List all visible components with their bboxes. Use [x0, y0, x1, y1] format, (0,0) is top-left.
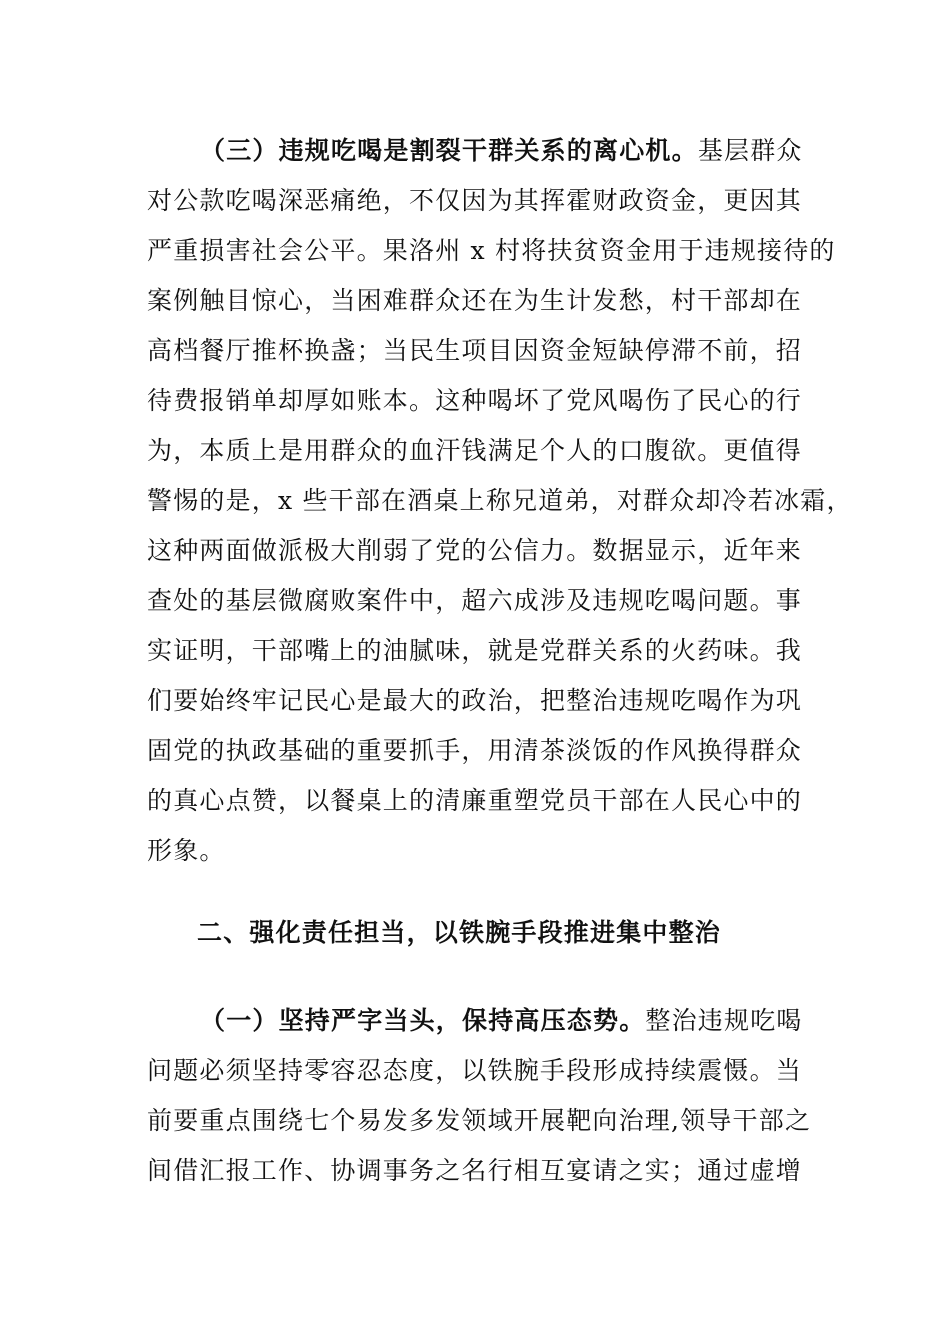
- paragraph-line: 间借汇报工作、协调事务之名行相互宴请之实；通过虚增: [147, 1156, 803, 1185]
- paragraph-line: 警惕的是，x 些干部在酒桌上称兄道弟，对群众却冷若冰霜，: [147, 486, 853, 515]
- section-heading: 二、强化责任担当，以铁腕手段推进集中整治: [197, 918, 722, 947]
- paragraph-line: 实证明，干部嘴上的油腻味，就是党群关系的火药味。我: [147, 636, 803, 665]
- paragraph-line: 为，本质上是用群众的血汗钱满足个人的口腹欲。更值得: [147, 436, 803, 465]
- paragraph-line: 的真心点赞，以餐桌上的清廉重塑党员干部在人民心中的: [147, 786, 803, 815]
- paragraph-line: 对公款吃喝深恶痛绝，不仅因为其挥霍财政资金，更因其: [147, 186, 803, 215]
- paragraph-line: [200, 1006, 803, 1036]
- paragraph-text: 基层群众: [697, 136, 803, 165]
- paragraph-line: 高档餐厅推杯换盏；当民生项目因资金短缺停滞不前，招: [147, 336, 803, 365]
- paragraph-line: 待费报销单却厚如账本。这种喝坏了党风喝伤了民心的行: [147, 386, 803, 415]
- paragraph-line: [200, 136, 803, 166]
- paragraph-lead: （三）违规吃喝是割裂干群关系的离心机。: [200, 136, 698, 165]
- paragraph-line: 形象。: [147, 836, 226, 865]
- paragraph-line: 查处的基层微腐败案件中，超六成涉及违规吃喝问题。事: [147, 586, 803, 615]
- paragraph-line: 问题必须坚持零容忍态度，以铁腕手段形成持续震慑。当: [147, 1056, 803, 1085]
- paragraph-line: 这种两面做派极大削弱了党的公信力。数据显示，近年来: [147, 536, 803, 565]
- paragraph-line: 严重损害社会公平。果洛州 x 村将扶贫资金用于违规接待的: [147, 236, 836, 265]
- paragraph-line: 前要重点围绕七个易发多发领域开展靶向治理,领导干部之: [147, 1106, 812, 1135]
- paragraph-lead: （一）坚持严字当头，保持高压态势。: [200, 1006, 646, 1035]
- paragraph-text: 整治违规吃喝: [645, 1006, 803, 1035]
- paragraph-line: 固党的执政基础的重要抓手，用清茶淡饭的作风换得群众: [147, 736, 803, 765]
- paragraph-line: 们要始终牢记民心是最大的政治，把整治违规吃喝作为巩: [147, 686, 803, 715]
- paragraph-line: 案例触目惊心，当困难群众还在为生计发愁，村干部却在: [147, 286, 803, 315]
